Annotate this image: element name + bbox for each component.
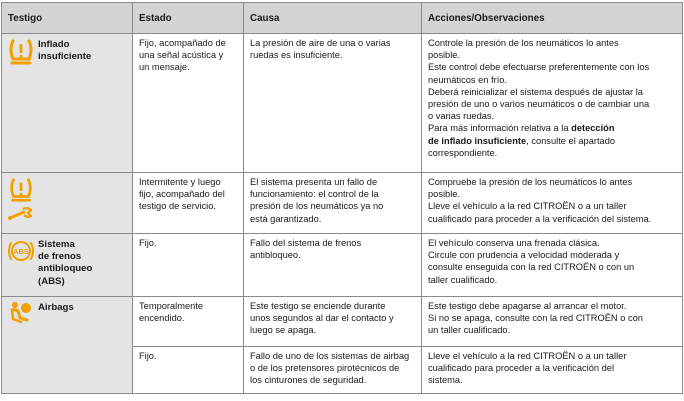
header-testigo: Testigo	[2, 3, 133, 34]
estado-cell: Intermitente y luego fijo, acompañado del testigo de servicio.	[133, 173, 244, 234]
estado-cell: Fijo.	[133, 234, 244, 297]
lamp-cell-airbag	[2, 297, 133, 394]
table-row	[2, 234, 683, 297]
estado-cell: Temporalmente encendido.	[133, 297, 244, 347]
table-row	[2, 34, 683, 173]
tyre-pressure-warning-icon	[7, 176, 35, 204]
lamp-cell-tyre	[2, 34, 133, 173]
header-acciones: Acciones/Observaciones	[422, 3, 683, 34]
causa-cell: La presión de aire de una o varias ruedas es insuficiente.	[244, 34, 422, 173]
acciones-cell: Controle la presión de los neumáticos lo antes posible. Este control debe efectuarse preferentemente con los neumáticos en frío. Deberá reinicializar el sistema después de ajustar la presión de uno o varios neumáticos o de cambiar una o varias ruedas. Para más información relativa a la detección de inflado insuficiente, consulte el apartado correspondiente.	[422, 34, 683, 173]
lamp-name-tyre: Inflado insuficiente	[38, 39, 92, 63]
warning-lights-table	[1, 2, 683, 394]
causa-cell: Fallo del sistema de frenos antibloqueo.	[244, 234, 422, 297]
tyre-pressure-warning-icon	[7, 37, 35, 67]
airbag-warning-icon	[7, 300, 35, 326]
header-estado: Estado	[133, 3, 244, 34]
estado-cell: Fijo.	[133, 347, 244, 394]
lamp-name-abs: Sistema de frenos antibloqueo (ABS)	[38, 239, 93, 287]
causa-cell: Este testigo se enciende durante unos segundos al dar el contacto y luego se apaga.	[244, 297, 422, 347]
abs-icon-text: ABS	[13, 247, 29, 256]
lamp-name-airbag: Airbags	[38, 302, 74, 313]
header-causa: Causa	[244, 3, 422, 34]
causa-cell: El sistema presenta un fallo de funcionamiento: el control de la presión de los neumáticos ya no está garantizado.	[244, 173, 422, 234]
acciones-cell: Este testigo debe apagarse al arrancar el motor. Si no se apaga, consulte con la red CITROËN o con un taller cualificado.	[422, 297, 683, 347]
reference-line-2: de inflado insuficiente, consulte el apartado	[428, 135, 616, 146]
acciones-cell: Compruebe la presión de los neumáticos lo antes posible. Lleve el vehículo a la red CITROËN o a un taller cualificado para proceder a la verificación del sistema.	[422, 173, 683, 234]
lamp-cell-abs	[2, 234, 133, 297]
table-row	[2, 297, 683, 347]
lamp-cell-tyre-service	[2, 173, 133, 234]
table-header-row	[2, 3, 683, 34]
estado-cell: Fijo, acompañado de una señal acústica y un mensaje.	[133, 34, 244, 173]
reference-line-1: Para más información relativa a la detección	[428, 123, 615, 134]
acciones-cell: El vehículo conserva una frenada clásica. Circule con prudencia a velocidad moderada y consulte enseguida con la red CITROËN o con un taller cualificado.	[422, 234, 683, 297]
table-row	[2, 173, 683, 234]
causa-cell: Fallo de uno de los sistemas de airbag o de los pretensores pirotécnicos de los cinturones de seguridad.	[244, 347, 422, 394]
service-wrench-icon	[7, 206, 35, 222]
abs-warning-icon	[7, 237, 35, 265]
acciones-cell: Lleve el vehículo a la red CITROËN o a un taller cualificado para proceder a la verificación del sistema.	[422, 347, 683, 394]
